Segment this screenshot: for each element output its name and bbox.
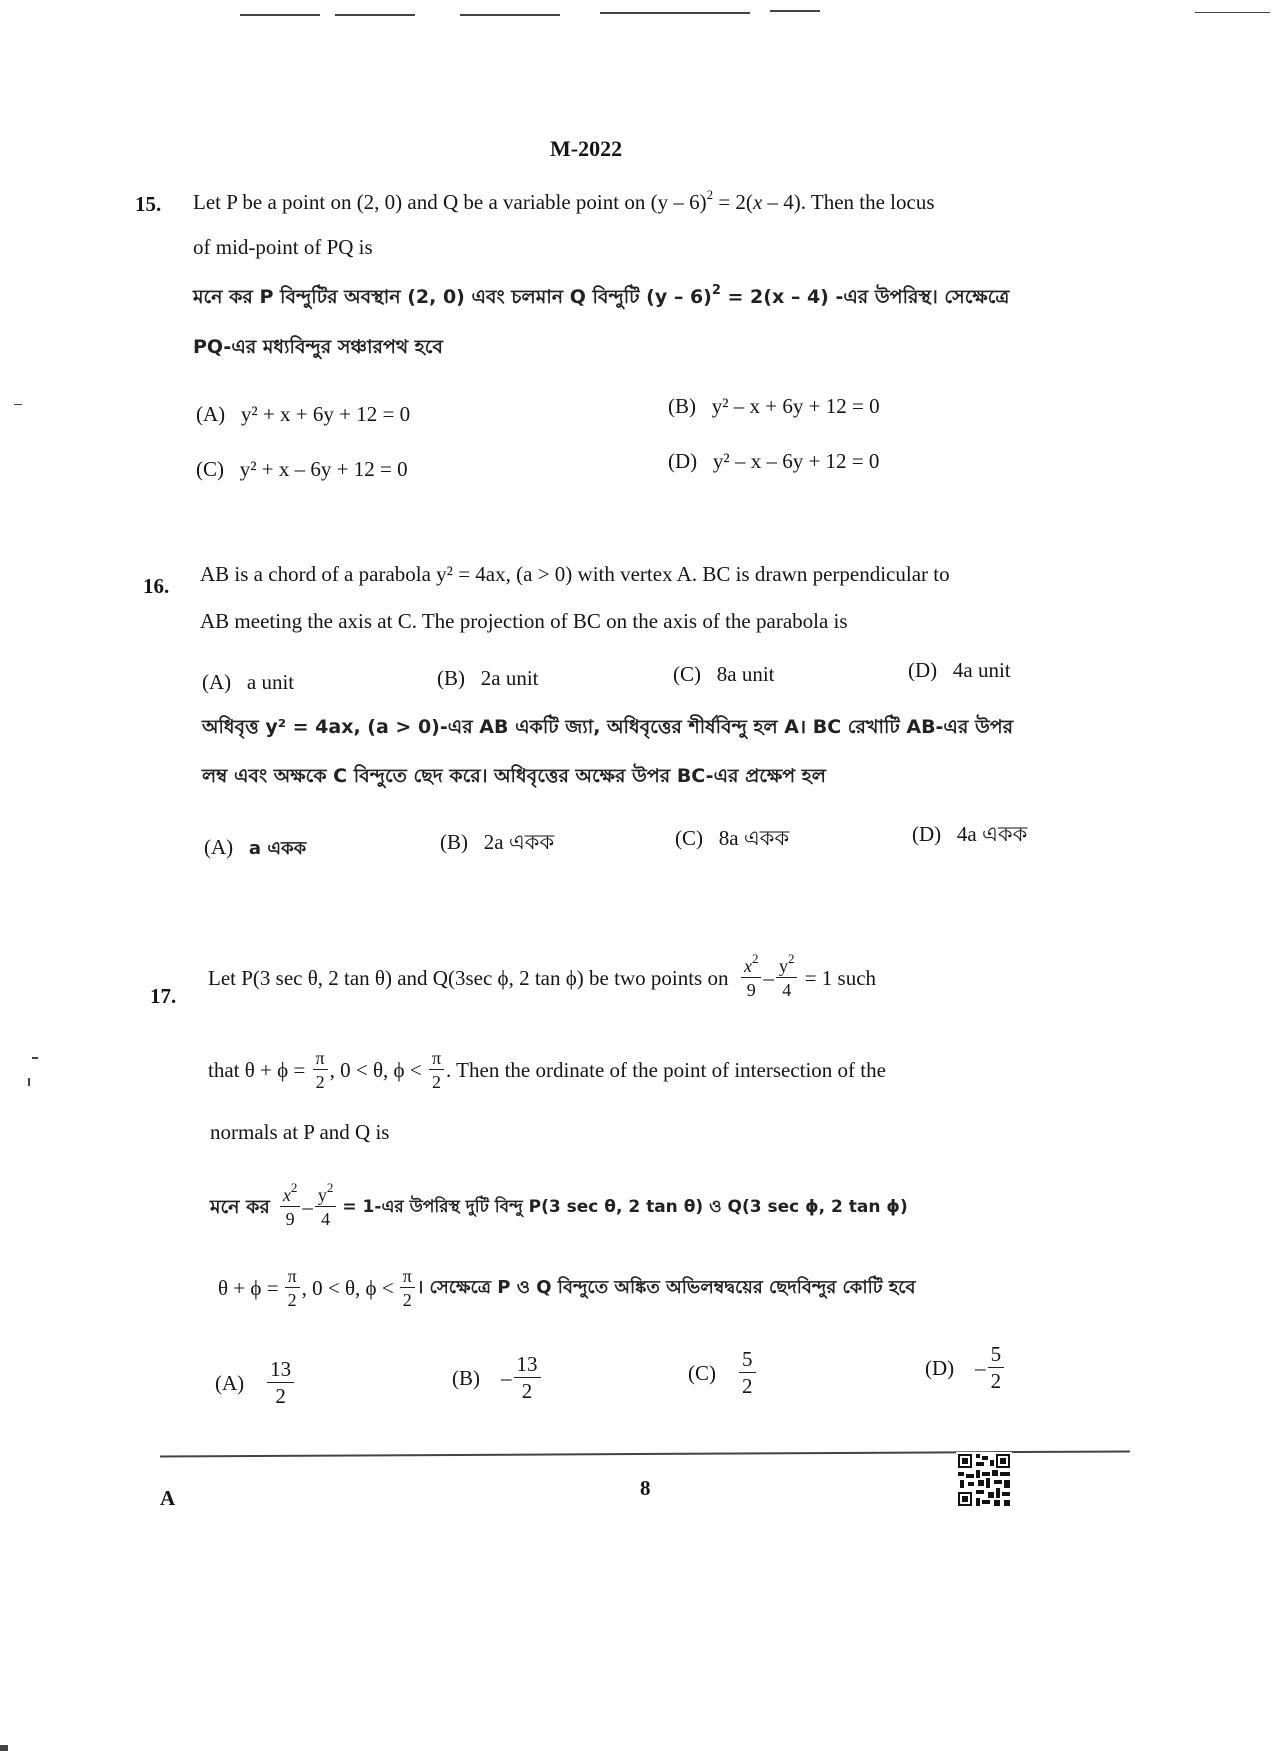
fraction: $\frac{y^2}{4}$: [776, 957, 798, 999]
question-text-bn: PQ-এর মধ্যবিন্দুর সঞ্চারপথ হবে: [193, 336, 443, 358]
scan-mark: [14, 404, 22, 405]
fraction: $\frac{x^2}{9}$: [280, 1186, 301, 1228]
question-number: 16.: [143, 574, 170, 598]
option: (B) 2a একক: [440, 830, 555, 854]
question-text-en: of mid-point of PQ is: [193, 235, 373, 259]
option: (A) $\frac{13}{2}$: [215, 1350, 296, 1416]
option: (B) 2a unit: [437, 666, 539, 690]
qr-code-icon: [956, 1452, 1012, 1508]
question-text-en: that θ + ϕ = $\frac{\pi}{2}$ , 0 < θ, ϕ < $\frac{\pi}{2}$ . Then the ordinate of the point of intersection of the: [208, 1048, 886, 1092]
question-text-en: Let P(3 sec θ, 2 tan θ) and Q(3sec ϕ, 2 tan ϕ) be two points on $\frac{x^2}{9}$ – $\frac{y^2}{4}$ = 1 such: [208, 951, 877, 1000]
page-number: 8: [640, 1476, 651, 1500]
top-scan-line: [460, 14, 510, 16]
option: (D) y² – x – 6y + 12 = 0: [668, 449, 880, 473]
question-text-bn: অধিবৃত্ত y² = 4ax, (a > 0)-এর AB একটি জ্যা, অধিবৃত্তের শীর্ষবিন্দু হল A। BC রেখাটি AB-এর উপর: [202, 716, 1014, 738]
question-text-en: Let P be a point on (2, 0) and Q be a variable point on (y – 6)$^2$ = 2(x – 4). Then the locus: [193, 187, 935, 214]
option: (B) – $\frac{13}{2}$: [452, 1345, 543, 1411]
set-label: A: [160, 1486, 176, 1510]
question-text-en: AB meeting the axis at C. The projection of BC on the axis of the parabola is: [200, 609, 848, 633]
question-text-bn: মনে কর $\frac{x^2}{9}$ – $\frac{y^2}{4}$ = 1-এর উপরিস্থ দুটি বিন্দু P(3 sec θ, 2 tan θ) ও Q(3 sec ϕ, 2 tan ϕ): [210, 1180, 908, 1229]
option: (A) y² + x + 6y + 12 = 0: [196, 402, 411, 426]
paper-code: M-2022: [550, 136, 623, 161]
top-scan-line: [770, 10, 820, 12]
scan-mark: [28, 1078, 30, 1086]
top-scan-line: [505, 14, 560, 16]
scan-mark: [32, 1057, 38, 1059]
top-scan-line: [335, 14, 415, 16]
scan-mark: [0, 1745, 8, 1751]
option: (A) a unit: [202, 670, 295, 694]
fraction: $\frac{\pi}{2}$: [313, 1049, 328, 1091]
top-scan-line: [600, 12, 750, 14]
fraction: $\frac{13}{2}$: [267, 1359, 294, 1407]
option: (A) a একক: [204, 835, 307, 859]
fraction: $\frac{\pi}{2}$: [400, 1267, 415, 1309]
option: (D) 4a unit: [908, 658, 1011, 682]
question-number: 15.: [135, 192, 162, 216]
fraction: $\frac{\pi}{2}$: [429, 1049, 444, 1091]
question-text-en: normals at P and Q is: [210, 1120, 390, 1144]
option: (D) – $\frac{5}{2}$: [925, 1335, 1006, 1401]
option: (B) y² – x + 6y + 12 = 0: [668, 394, 880, 418]
question-text-en: AB is a chord of a parabola y² = 4ax, (a > 0) with vertex A. BC is drawn perpendicular to: [200, 562, 950, 586]
fraction: $\frac{x^2}{9}$: [741, 957, 762, 999]
question-number: 17.: [150, 984, 177, 1008]
top-scan-line: [240, 14, 320, 16]
fraction: $\frac{\pi}{2}$: [285, 1267, 300, 1309]
option: (C) 8a একক: [675, 826, 790, 850]
option: (C) y² + x – 6y + 12 = 0: [196, 457, 408, 481]
option: (D) 4a একক: [912, 822, 1028, 846]
top-scan-line: [1195, 12, 1270, 13]
option: (C) 8a unit: [673, 662, 775, 686]
question-text-bn: মনে কর P বিন্দুটির অবস্থান (2, 0) এবং চলমান Q বিন্দুটি (y – 6)$^2$ = 2(x – 4) -এর উপরিস্থ। সেক্ষেত্রে: [193, 282, 1010, 308]
fraction: $\frac{13}{2}$: [514, 1354, 541, 1402]
question-text-bn: লম্ব এবং অক্ষকে C বিন্দুতে ছেদ করে। অধিবৃত্তের অক্ষের উপর BC-এর প্রক্ষেপ হল: [202, 765, 826, 787]
question-text-bn: θ + ϕ = $\frac{\pi}{2}$ , 0 < θ, ϕ < $\frac{\pi}{2}$ । সেক্ষেত্রে P ও Q বিন্দুতে অঙ্কিত অভিলম্বদ্বয়ের ছেদবিন্দুর কোটি হবে: [218, 1266, 916, 1310]
option: (C) $\frac{5}{2}$: [688, 1340, 758, 1406]
fraction: $\frac{5}{2}$: [739, 1349, 756, 1397]
fraction: $\frac{5}{2}$: [988, 1344, 1005, 1392]
fraction: $\frac{y^2}{4}$: [315, 1186, 337, 1228]
